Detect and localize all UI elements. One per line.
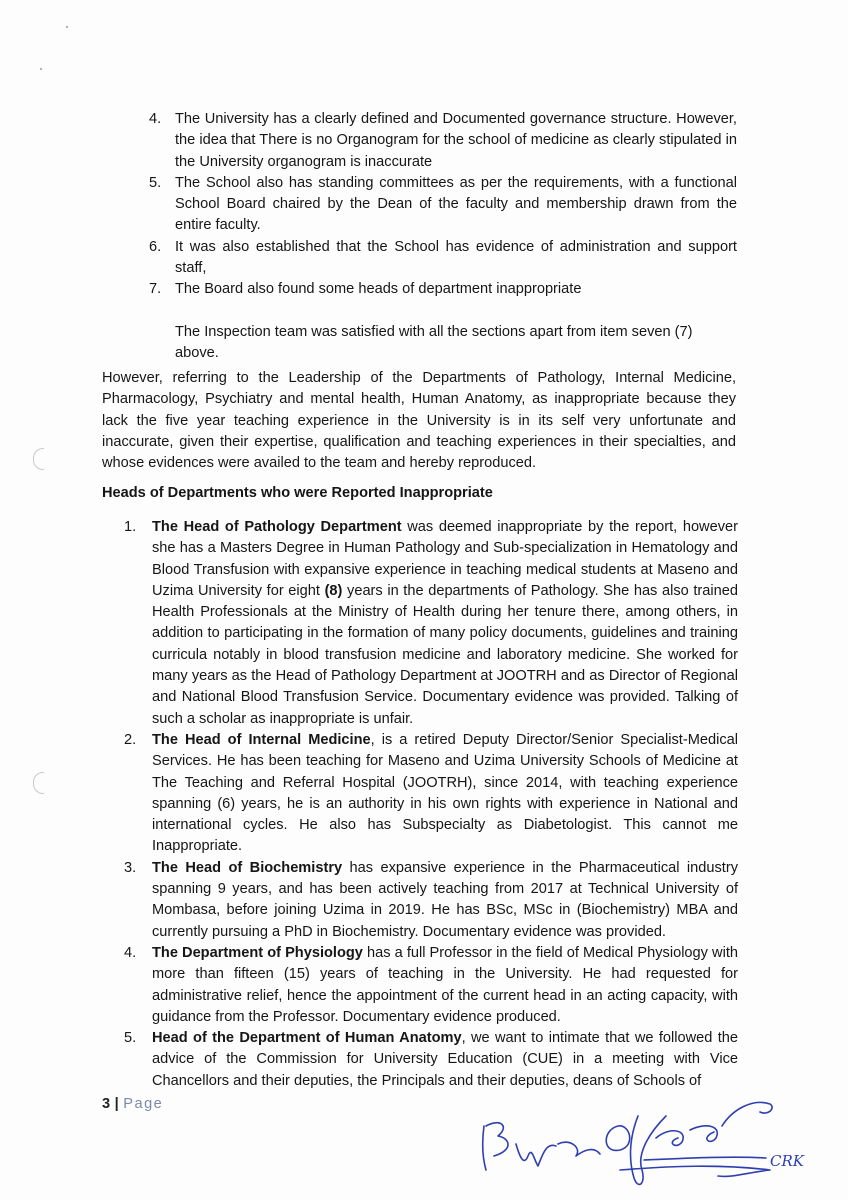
list-item-text: years in the departments of Pathology. She has also trained Health Professionals at the Ministry of Health during her tenure there, among others, in addition to participating in the formation of many policy documents, guidelines and training curricula notably in blood transfusion medicine and laboratory medicine. She worked for many years as the Head of Pathology Department at JOOTRH and as Director of Regional and National Blood Transfusion Service. Documentary evidence was provided. Talking of such a scholar as inappropriate is unfair. [152, 582, 738, 727]
list-number: 5. [124, 1030, 137, 1047]
list-item [124, 517, 738, 730]
body-paragraph: However, referring to the Leadership of the Departments of Pathology, Internal Medicine, Pharmacology, Psychiatry and mental health, Human Anatomy, as inappropriate because they lack the five year teaching experience in the University is in its self very unfortunate and inaccurate, given their expertise, qualification and teaching experiences in their specialties, and whose evidences were availed to the team and hereby reproduced. [102, 370, 736, 472]
scan-speck [40, 68, 42, 70]
list-number: 1. [124, 519, 137, 535]
list-item-text: The School also has standing committees as per the requirements, with a functional School Board chaired by the Dean of the faculty and membership drawn from the entire faculty. [175, 174, 737, 234]
list-item [149, 237, 737, 280]
signature-initials: CRK [770, 1152, 804, 1170]
page-footer [102, 1096, 163, 1112]
list-number: 3. [124, 859, 137, 876]
list-number: 7. [149, 281, 162, 298]
list-item [149, 109, 737, 173]
emphasis-years: (8) [324, 582, 343, 599]
department-head-title: Head of the Department of Human Anatomy [152, 1030, 462, 1047]
department-head-title: The Head of Internal Medicine [152, 731, 371, 748]
findings-list [149, 109, 737, 301]
list-number: 4. [124, 944, 137, 961]
list-item [124, 858, 738, 943]
department-head-title: The Head of Pathology Department [152, 519, 402, 535]
list-item [124, 730, 738, 858]
footer-separator: | [114, 1096, 121, 1112]
heads-of-departments-list [124, 517, 738, 1092]
list-item [124, 1028, 738, 1092]
department-head-title: The Department of Physiology [152, 944, 363, 961]
list-item-text: It was also established that the School has evidence of administration and support staff, [175, 238, 737, 277]
punch-hole-mark [33, 772, 44, 794]
list-item-text: has expansive experience in the Pharmaceutical industry spanning 9 years, and has been actively teaching from 2017 at Technical University of Mombasa, before joining Uzima in 2019. He has BSc, MSc in (Biochemistry) MBA and currently pursuing a PhD in Biochemistry. Documentary evidence was provided. [152, 859, 738, 940]
list-number: 2. [124, 731, 137, 748]
list-item-text: was deemed inappropriate by the report, however she has a Masters Degree in Human Pathology and Sub-specialization in Hematology and Blood Transfusion with expansive experience in teaching medical students at Maseno and Uzima University for eight [152, 519, 738, 599]
list-item-text: , is a retired Deputy Director/Senior Specialist-Medical Services. He has been teaching for Maseno and Uzima University Schools of Medicine at The Teaching and Referral Hospital (JOOTRH), since 2014, with teaching experience spanning (6) years, he is an authority in his own rights with experience in National and international cycles. He also has Subspecialty as Diabetologist. This cannot me Inappropriate. [152, 731, 738, 855]
page-label: Page [123, 1096, 164, 1112]
list-item-text: , we want to intimate that we followed the advice of the Commission for University Education (CUE) in a meeting with Vice Chancellors and their deputies, the Principals and their deputies, deans of Schools of [152, 1030, 738, 1089]
list-item-text: has a full Professor in the field of Medical Physiology with more than fifteen (15) years of teaching in the University. He had requested for administrative relief, hence the appointment of the current head in an acting capacity, with guidance from the Professor. Documentary evidence produced. [152, 944, 738, 1025]
list-item [149, 279, 737, 300]
list-item-text: The Board also found some heads of department inappropriate [175, 281, 582, 298]
list-item-text: The University has a clearly defined and Documented governance structure. However, the idea that There is no Organogram for the school of medicine as clearly stipulated in the University organogram is inaccurate [175, 111, 737, 170]
inspection-note: The Inspection team was satisfied with all the sections apart from item seven (7) above. [175, 324, 693, 362]
list-item [124, 943, 738, 1028]
scan-speck [66, 26, 68, 28]
department-head-title: The Head of Biochemistry [152, 859, 343, 876]
page-number: 3 [102, 1096, 112, 1112]
section-heading: Heads of Departments who were Reported Inappropriate [102, 485, 493, 501]
list-number: 6. [149, 238, 162, 255]
list-number: 4. [149, 111, 162, 127]
handwritten-signature [470, 1086, 830, 1190]
list-item [149, 173, 737, 237]
list-number: 5. [149, 174, 162, 191]
punch-hole-mark [33, 448, 44, 470]
